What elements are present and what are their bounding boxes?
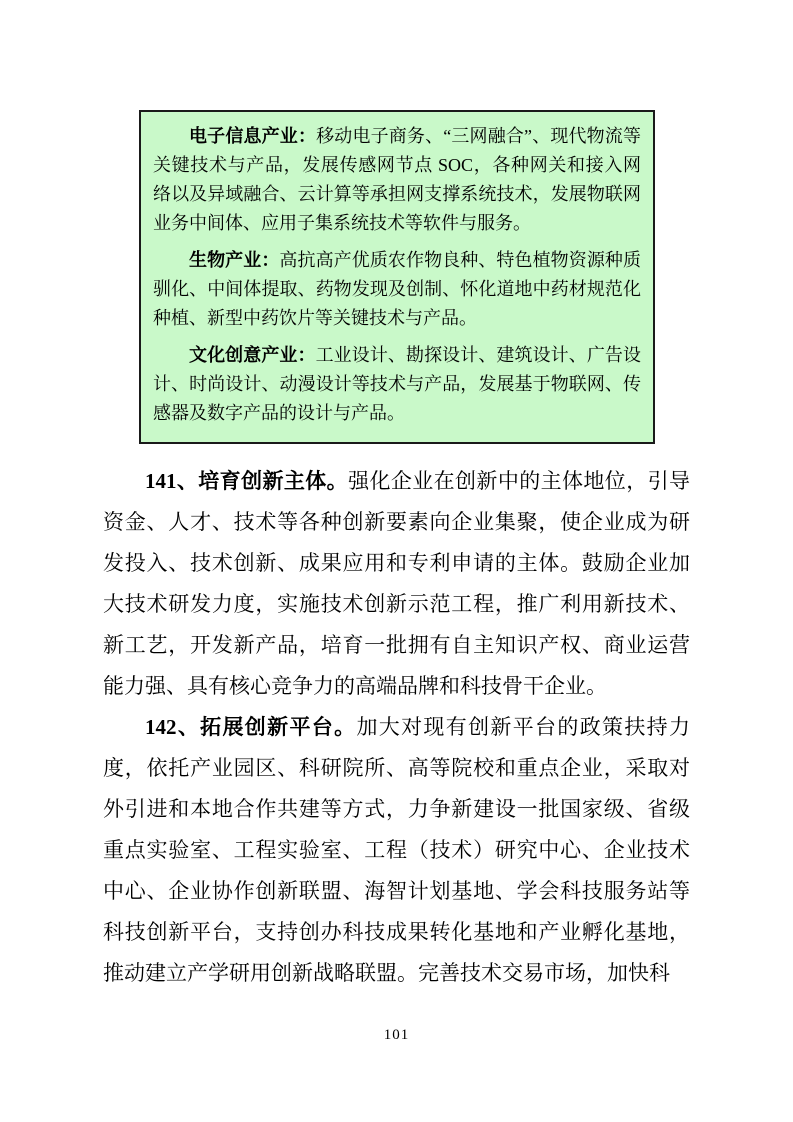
industry-heading-electronics: 电子信息产业： xyxy=(189,126,317,146)
industry-highlight-box xyxy=(139,110,655,444)
box-paragraph-electronics xyxy=(153,122,641,238)
industry-body-culture: 工业设计、勘探设计、建筑设计、广告设计、时尚设计、动漫设计等技术与产品，发展基于物联网、传感器及数字产品的设计与产品。 xyxy=(153,345,642,423)
numbered-paragraph-141 xyxy=(103,461,690,707)
box-paragraph-culture xyxy=(153,341,641,428)
numbered-paragraph-142 xyxy=(103,707,690,994)
industry-heading-culture: 文化创意产业： xyxy=(189,345,316,365)
paragraph-141-text: 强化企业在创新中的主体地位，引导资金、人才、技术等各种创新要素向企业集聚，使企业成为研发投入、技术创新、成果应用和专利申请的主体。鼓励企业加大技术研发力度，实施技术创新示范工程，推广利用新技术、新工艺，开发新产品，培育一批拥有自主知识产权、商业运营能力强、具有核心竞争力的高端品牌和科技骨干企业。 xyxy=(103,469,690,698)
page-number: 101 xyxy=(383,1027,410,1043)
industry-body-electronics: 移动电子商务、“三网融合”、现代物流等关键技术与产品，发展传感网节点 SOC，各种网关和接入网络以及异域融合、云计算等承担网支撑系统技术，发展物联网业务中间体、应用子集系统技术等软件与服务。 xyxy=(153,126,641,233)
main-text-block xyxy=(103,461,690,994)
industry-heading-bio: 生物产业： xyxy=(189,250,280,270)
industry-body-bio: 高抗高产优质农作物良种、特色植物资源种质驯化、中间体提取、药物发现及创制、怀化道地中药材规范化种植、新型中药饮片等关键技术与产品。 xyxy=(153,250,642,328)
paragraph-142-lead: 142、拓展创新平台。 xyxy=(145,715,357,739)
paragraph-142-text: 加大对现有创新平台的政策扶持力度，依托产业园区、科研院所、高等院校和重点企业，采取对外引进和本地合作共建等方式，力争新建设一批国家级、省级重点实验室、工程实验室、工程（技术）研究中心、企业技术中心、企业协作创新联盟、海智计划基地、学会科技服务站等科技创新平台，支持创办科技成果转化基地和产业孵化基地，推动建立产学研用创新战略联盟。完善技术交易市场，加快科 xyxy=(103,715,691,985)
box-paragraph-bio xyxy=(153,246,641,333)
paragraph-141-lead: 141、培育创新主体。 xyxy=(145,469,349,493)
